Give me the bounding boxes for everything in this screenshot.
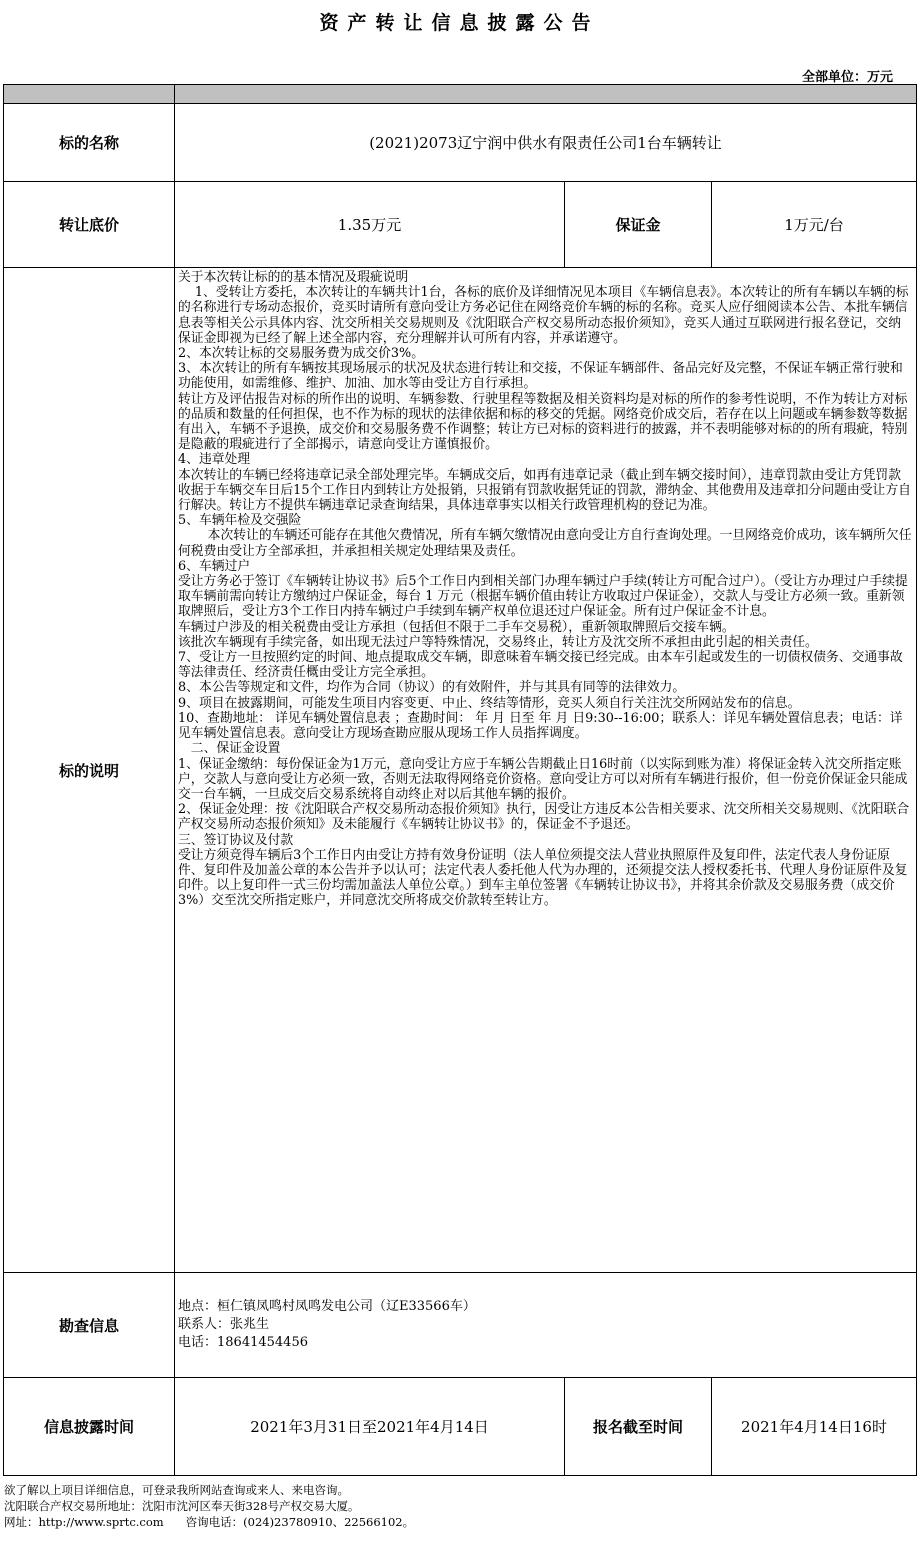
description-paragraph: 受让方须竞得车辆后3个工作日内由受让方持有效身份证明（法人单位须提交法人营业执照原件及复印件，法定代表人身份证原件、复印件及加盖公章的本公告并予以认可；法定代表人委托他人代为办理的，还须提交法人授权委托书、代理人身份证原件及复印件。以上复印件一式三份均需加盖法人单位公章。）到车主单位签署《车辆转让协议书》，并将其余价款及交易服务费（成交价3%）交至沈交所指定账户，并同意沈交所将成交价款转至转让方。 (178, 847, 908, 909)
deadline-value: 2021年4月14日16时 (712, 1378, 917, 1476)
footer-line: 欲了解以上项目详细信息，可登录我所网站查询或来人、来电咨询。 (4, 1483, 349, 1497)
notice-table (3, 84, 917, 1476)
price-row (4, 182, 917, 268)
description-paragraph: 关于本次转让标的的基本情况及瑕疵说明 (178, 270, 409, 285)
description-paragraph: 转让方及评估报告对标的所作出的说明、车辆参数、行驶里程等数据及相关资料均是对标的所作的参考性说明，不作为转让方对标的品质和数量的任何担保，也不作为标的现状的法律依据和标的移交的凭据。网络竞价成交后，若存在以上问题或车辆参数等数据有出入，车辆不予退换，成交价和交易服务费不作调整；转让方已对标的资料进行的披露，并不表明能够对标的的所有瑕疵，特别是隐蔽的瑕疵进行了全部揭示，请意向受让方谨慎报价。 (178, 391, 908, 453)
description-paragraph: 二、保证金设置 (178, 741, 281, 757)
footer-line: 网址：http://www.sprtc.com 咨询电话：(024)23780910、22566102。 (4, 1515, 415, 1529)
inspection-row (4, 1273, 917, 1378)
description-row (4, 268, 917, 1273)
description-label: 标的说明 (4, 268, 175, 1273)
price-value: 1.35万元 (175, 182, 565, 268)
description-paragraph: 三、签订协议及付款 (178, 832, 294, 848)
deposit-value: 1万元/台 (712, 182, 917, 268)
description-paragraph: 2、保证金处理：按《沈阳联合产权交易所动态报价须知》执行，因受让方违反本公告相关要求、沈交所相关交易规则、《沈阳联合产权交易所动态报价须知》及未能履行《车辆转让协议书》的，保证金不予退还。 (178, 802, 910, 833)
inspection-content (175, 1273, 917, 1378)
period-value: 2021年3月31日至2021年4月14日 (175, 1378, 565, 1476)
description-paragraph: 9、项目在披露期间，可能发生项目内容变更、中止、终结等情形，竞买人须自行关注沈交所网站发布的信息。 (178, 695, 801, 711)
description-paragraph: 该批次车辆现有手续完备，如出现无法过户等特殊情况，交易终止，转让方及沈交所不承担由此引起的相关责任。 (178, 634, 818, 650)
description-paragraph: 10、查勘地址： 详见车辆处置信息表 ；查勘时间： 年 月 日至 年 月 日9:30--16:00；联系人：详见车辆处置信息表；电话：详见车辆处置信息表。意向受让方现场查勘应服从现场工作人员指挥调度。 (178, 710, 903, 742)
inspection-phone: 电话：18641454456 (178, 1335, 308, 1350)
footer-info (4, 1482, 414, 1530)
description-paragraph: 4、违章处理 (178, 452, 251, 468)
description-paragraph: 6、车辆过户 (178, 558, 251, 574)
description-paragraph: 7、受让方一旦按照约定的时间、地点提取成交车辆，即意味着车辆交接已经完成。由本车引起或发生的一切债权债务、交通事故等法律责任、经济责任概由受让方完全承担。 (178, 650, 903, 681)
inspection-label: 勘查信息 (4, 1273, 175, 1378)
description-paragraph: 本次转让的车辆还可能存在其他欠费情况，所有车辆欠缴情况由意向受让方自行查询处理。一旦网络竞价成功，该车辆所欠任何税费由受让方全部承担，并承担相关规定处理结果及责任。 (178, 528, 912, 559)
page-title: 资产转让信息披露公告 (319, 12, 600, 34)
description-paragraph: 本次转让的车辆已经将违章记录全部处理完毕。车辆成交后，如再有违章记录（截止到车辆交接时间），违章罚款由受让方凭罚款收据于车辆交车日后15个工作日内到转让方处报销，只报销有罚款收据凭证的罚款，滞纳金、其他费用及违章扣分问题由受让方自行解决。转让方不提供车辆违章记录查询结果，具体违章事实以相关行政管理机构的登记为准。 (178, 467, 911, 514)
inspection-contact: 联系人：张兆生 (178, 1317, 270, 1332)
description-paragraph: 1、保证金缴纳：每份保证金为1万元，意向受让方应于车辆公告期截止日16时前（以实际到账为准）将保证金转入沈交所指定账户，交款人与意向受让方必须一致，否则无法取得网络竞价资格。意向受让方可以对所有车辆进行报价，但一份竞价保证金只能成交一台车辆，一旦成交后交易系统将自动终止对以后其他车辆的报价。 (178, 756, 908, 802)
period-label: 信息披露时间 (4, 1378, 175, 1476)
description-paragraph: 受让方务必于签订《车辆转让协议书》后5个工作日内到相关部门办理车辆过户手续(转让方可配合过户）。（受让方办理过户手续提取车辆前需向转让方缴纳过户保证金，每台 1 万元（根据车辆价值由转让方收取过户保证金），交款人与受让方必须一致。重新领取牌照后，受让方3个工作日内持车辆过户手续到车辆产权单位退还过户保证金。所有过户保证金不计息。 (178, 574, 908, 620)
description-paragraph: 2、本次转让标的交易服务费为成交价3%。 (178, 346, 424, 362)
deposit-label: 保证金 (565, 182, 712, 268)
period-row (4, 1378, 917, 1476)
description-paragraph: 1、受转让方委托，本次转让的车辆共计1台，各标的底价及详细情况见本项目《车辆信息表》。本次转让的所有车辆以车辆的标的名称进行专场动态报价，竞买时请所有意向受让方务必记住在网络竞价车辆的标的名称。竞买人应仔细阅读本公告、本批车辆信息表等相关公示具体内容、沈交所相关交易规则及《沈阳联合产权交易所动态报价须知》，竞买人通过互联网进行报名登记，交纳保证金即视为已经了解上述全部内容，充分理解并认可所有内容，并承诺遵守。 (178, 285, 909, 346)
header-cell-left (4, 85, 175, 104)
deadline-label: 报名截至时间 (565, 1378, 712, 1476)
header-cell-right (175, 85, 917, 104)
price-label: 转让底价 (4, 182, 175, 268)
subject-row (4, 104, 917, 182)
description-paragraph: 8、本公告等规定和文件，均作为合同（协议）的有效附件，并与其具有同等的法律效力。 (178, 680, 686, 696)
subject-value: (2021)2073辽宁润中供水有限责任公司1台车辆转让 (175, 104, 917, 182)
unit-note: 全部单位：万元 (801, 70, 893, 85)
subject-label: 标的名称 (4, 104, 175, 182)
description-paragraph: 3、本次转让的所有车辆按其现场展示的状况及状态进行转让和交接，不保证车辆部件、备品完好及完整，不保证车辆正常行驶和功能使用，如需维修、维护、加油、加水等由受让方自行承担。 (178, 361, 903, 392)
inspection-address: 地点：桓仁镇凤鸣村凤鸣发电公司（辽E33566车） (178, 1299, 476, 1314)
description-paragraph: 5、车辆年检及交强险 (178, 513, 302, 529)
footer-line: 沈阳联合产权交易所地址：沈阳市沈河区奉天街328号产权交易大厦。 (4, 1499, 360, 1513)
description-paragraph: 车辆过户涉及的相关税费由受让方承担（包括但不限于二手车交易税），重新领取牌照后交接车辆。 (178, 619, 735, 635)
header-row (4, 85, 917, 104)
description-content (175, 268, 917, 1273)
